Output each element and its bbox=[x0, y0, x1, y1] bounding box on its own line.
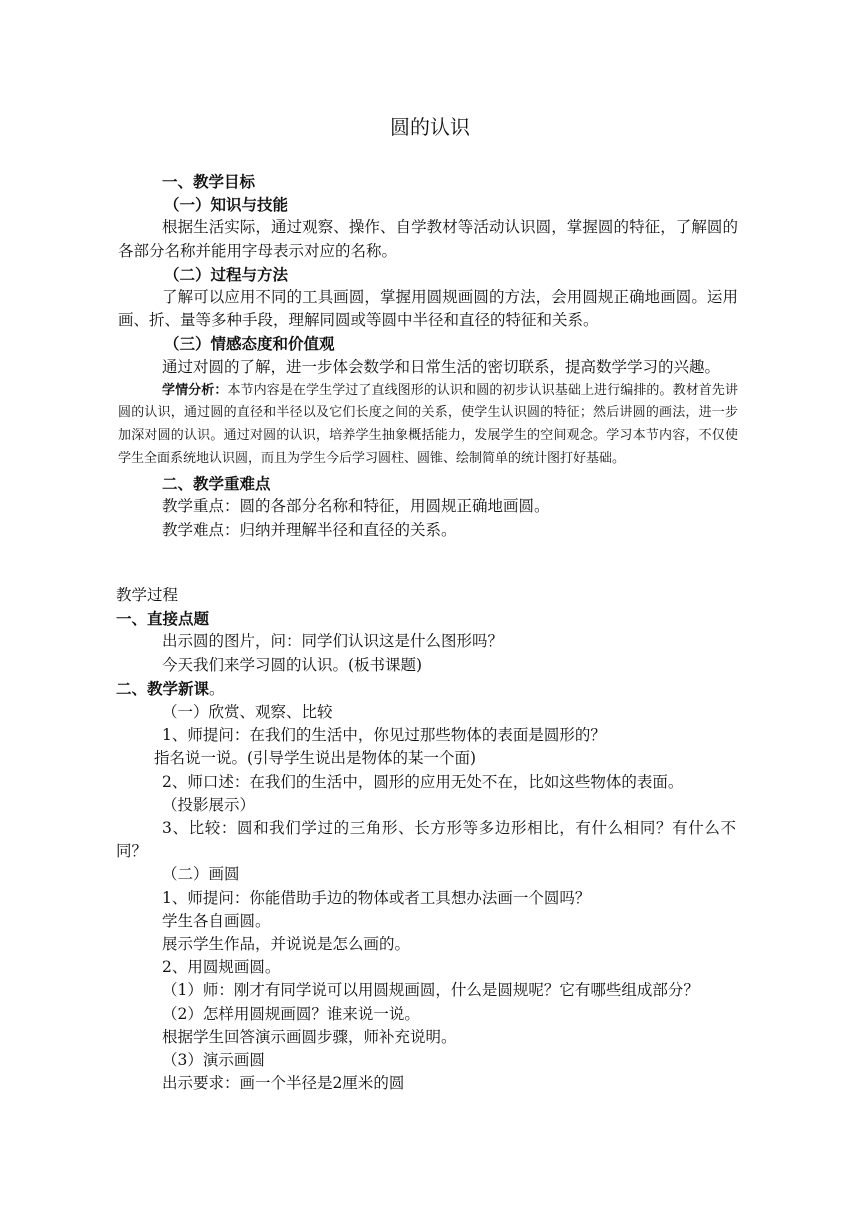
item-a1: 1、师提问：在我们的生活中，你见过那些物体的表面是圆形的？ bbox=[162, 726, 606, 745]
item-a2: 2、师口述：在我们的生活中，圆形的应用无处不在，比如这些物体的表面。 bbox=[162, 772, 684, 791]
section-heading-objectives: 一、教学目标 bbox=[162, 172, 256, 191]
item-b3a: 出示要求：画一个半径是2厘米的圆 bbox=[162, 1074, 405, 1093]
paragraph-emotion: 通过对圆的了解，进一步体会数学和日常生活的密切联系，提高数学学习的兴趣。 bbox=[162, 357, 721, 376]
paragraph-knowledge: 根据生活实际，通过观察、操作、自学教材等活动认识圆，掌握圆的特征，了解圆的各部分名称并能用字母表示对应的名称。 bbox=[118, 218, 738, 260]
item-a2b: （投影展示） bbox=[162, 795, 256, 814]
process-body bbox=[116, 584, 736, 1095]
process-step-2-heading: 二、教学新课 bbox=[116, 678, 210, 698]
item-a1b: 指名说一说。(引导学生说出是物体的某一个面) bbox=[154, 749, 477, 768]
process-step-2-heading-line bbox=[116, 677, 736, 701]
subheading-emotion: （三）情感态度和价值观 bbox=[164, 334, 335, 354]
analysis-text: 本节内容是在学生学过了直线图形的认识和圆的初步认识基础上进行编排的。教材首先讲圆的认识，通过圆的直径和半径以及它们长度之间的关系，使学生认识圆的特征；然后讲圆的画法，进一步加深对圆的认识。通过对圆的认识，培养学生抽象概括能力，发展学生的空间观念。学习本节内容，不仅使学生全面系统地认识圆，而且为学生今后学习圆柱、圆锥、绘制简单的统计图打好基础。 bbox=[118, 382, 738, 466]
document-body bbox=[118, 170, 738, 542]
item-b2b: （2）怎样用圆规画圆？谁来说一说。 bbox=[162, 1004, 420, 1023]
item-b1: 1、师提问：你能借助手边的物体或者工具想办法画一个圆吗？ bbox=[162, 888, 591, 907]
subheading-appreciate: （一）欣赏、观察、比较 bbox=[162, 703, 333, 722]
subheading-draw-circle: （二）画圆 bbox=[162, 865, 240, 884]
analysis-label: 学情分析： bbox=[162, 382, 228, 398]
item-b2a: （1）师：刚才有同学说可以用圆规画圆，什么是圆规呢？它有哪些组成部分？ bbox=[162, 981, 699, 1000]
item-b2c: 根据学生回答演示画圆步骤，师补充说明。 bbox=[162, 1027, 457, 1046]
subheading-process: （二）过程与方法 bbox=[164, 264, 289, 284]
process-step-1-line-1: 出示圆的图片，问：同学们认识这是什么图形吗？ bbox=[162, 632, 504, 651]
process-step-2-heading-tail: 。 bbox=[209, 679, 225, 698]
item-b1b: 展示学生作品，并说说是怎么画的。 bbox=[162, 935, 411, 954]
section-heading-key-points: 二、教学重难点 bbox=[162, 474, 271, 494]
difficult-point-line: 教学难点：归纳并理解半径和直径的关系。 bbox=[162, 520, 457, 539]
subheading-knowledge: （一）知识与技能 bbox=[164, 195, 289, 215]
process-step-1-heading: 一、直接点题 bbox=[116, 609, 210, 629]
item-b2: 2、用圆规画圆。 bbox=[162, 958, 281, 977]
item-b1a: 学生各自画圆。 bbox=[162, 911, 271, 930]
item-a3: 3、比较：圆和我们学过的三角形、长方形等多边形相比，有什么相同？有什么不同？ bbox=[116, 819, 736, 861]
paragraph-analysis bbox=[118, 380, 738, 470]
key-point-line: 教学重点：圆的各部分名称和特征，用圆规正确地画圆。 bbox=[162, 497, 550, 516]
item-b3: （3）演示画圆 bbox=[162, 1051, 265, 1070]
paragraph-process: 了解可以应用不同的工具画圆，掌握用圆规画圆的方法，会用圆规正确地画圆。运用画、折、量等多种手段，理解同圆或等圆中半径和直径的特征和关系。 bbox=[118, 288, 738, 330]
section-heading-process: 教学过程 bbox=[116, 586, 179, 604]
document-title: 圆的认识 bbox=[390, 115, 470, 139]
process-step-1-line-2: 今天我们来学习圆的认识。(板书课题) bbox=[162, 655, 423, 674]
